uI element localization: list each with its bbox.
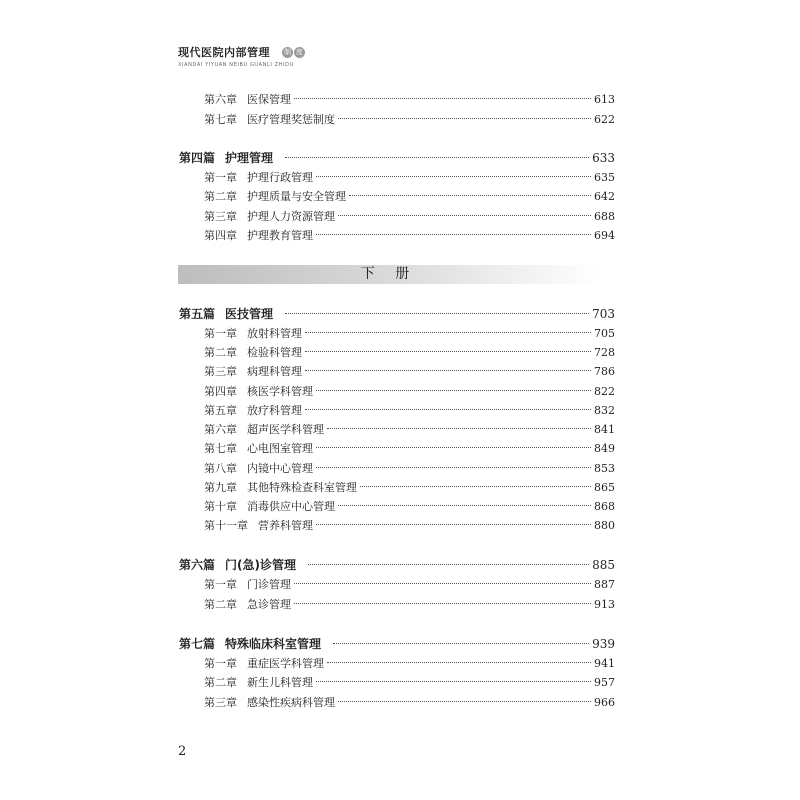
page-ref: 853	[594, 462, 615, 475]
dot-leader	[338, 505, 591, 506]
part-number: 第七篇	[179, 637, 216, 651]
part-title: 护理管理	[225, 151, 274, 165]
volume-banner	[178, 265, 600, 284]
page-ref: 880	[594, 519, 615, 532]
dot-leader	[316, 176, 591, 177]
chapter-title: 感染性疾病科管理	[247, 696, 335, 709]
page-ref: 849	[594, 442, 615, 455]
chapter-title: 消毒供应中心管理	[247, 500, 335, 513]
part-number: 第四篇	[179, 151, 216, 165]
running-header	[178, 44, 303, 68]
part-number: 第六篇	[179, 558, 216, 572]
chapter-number: 第四章	[204, 229, 237, 242]
toc-chapter-entry[interactable]	[204, 460, 615, 478]
page-ref: 865	[594, 481, 615, 494]
page-ref: 841	[594, 423, 615, 436]
chapter-title: 放疗科管理	[247, 404, 302, 417]
page-ref: 887	[594, 578, 615, 591]
page-ref: 688	[594, 210, 615, 223]
chapter-number: 第一章	[204, 327, 237, 340]
chapter-title: 急诊管理	[247, 598, 291, 611]
dot-leader	[338, 118, 591, 119]
page-ref: 635	[594, 171, 615, 184]
toc-chapter-entry[interactable]	[204, 188, 615, 206]
toc-chapter-entry[interactable]	[204, 479, 615, 497]
logo-char: 度	[296, 48, 303, 56]
chapter-number: 第二章	[204, 676, 237, 689]
chapter-title: 检验科管理	[247, 346, 302, 359]
dot-leader	[349, 195, 591, 196]
chapter-number: 第十一章	[204, 519, 248, 532]
toc-part-entry[interactable]	[179, 556, 615, 574]
dot-leader	[316, 390, 591, 391]
chapter-title: 重症医学科管理	[247, 657, 324, 670]
toc-chapter-entry[interactable]	[204, 421, 615, 439]
dot-leader	[338, 215, 591, 216]
page-ref: 957	[594, 676, 615, 689]
dot-leader	[316, 234, 591, 235]
chapter-number: 第二章	[204, 190, 237, 203]
chapter-title: 护理教育管理	[247, 229, 313, 242]
toc-chapter-entry[interactable]	[204, 383, 615, 401]
dot-leader	[316, 467, 591, 468]
part-title: 门(急)诊管理	[225, 558, 296, 572]
toc-chapter-entry[interactable]	[204, 227, 615, 245]
page-ref: 941	[594, 657, 615, 670]
page-ref: 822	[594, 385, 615, 398]
chapter-title: 超声医学科管理	[247, 423, 324, 436]
page-ref: 728	[594, 346, 615, 359]
toc-chapter-entry[interactable]	[204, 440, 615, 458]
toc-chapter-entry[interactable]	[204, 596, 615, 614]
chapter-title: 放射科管理	[247, 327, 302, 340]
logo-char: 制	[284, 48, 291, 56]
chapter-number: 第七章	[204, 442, 237, 455]
dot-leader	[305, 409, 591, 410]
chapter-title: 核医学科管理	[247, 385, 313, 398]
toc-chapter-entry[interactable]	[204, 498, 615, 516]
toc-chapter-entry[interactable]	[204, 208, 615, 226]
page-ref: 703	[592, 307, 615, 321]
dot-leader	[285, 313, 589, 314]
chapter-title: 其他特殊检查科室管理	[247, 481, 357, 494]
dot-leader	[294, 603, 591, 604]
chapter-number: 第九章	[204, 481, 237, 494]
chapter-number: 第三章	[204, 210, 237, 223]
chapter-title: 医疗管理奖惩制度	[247, 113, 335, 126]
chapter-number: 第三章	[204, 365, 237, 378]
chapter-number: 第三章	[204, 696, 237, 709]
chapter-title: 护理行政管理	[247, 171, 313, 184]
page-ref: 705	[594, 327, 615, 340]
chapter-number: 第二章	[204, 346, 237, 359]
chapter-title: 新生儿科管理	[247, 676, 313, 689]
dot-leader	[360, 486, 591, 487]
toc-chapter-entry[interactable]	[204, 363, 615, 381]
page-ref: 622	[594, 113, 615, 126]
chapter-title: 门诊管理	[247, 578, 291, 591]
toc-part-entry[interactable]	[179, 305, 615, 323]
page-ref: 913	[594, 598, 615, 611]
dot-leader	[327, 428, 591, 429]
toc-chapter-entry[interactable]	[204, 325, 615, 343]
dot-leader	[327, 662, 591, 663]
page-ref: 939	[592, 637, 615, 651]
chapter-number: 第四章	[204, 385, 237, 398]
page-ref: 868	[594, 500, 615, 513]
chapter-title: 医保管理	[247, 93, 291, 106]
page-ref: 885	[592, 558, 615, 572]
dot-leader	[316, 447, 591, 448]
toc-part-entry[interactable]	[179, 149, 615, 167]
toc-chapter-entry[interactable]	[204, 517, 615, 535]
chapter-number: 第六章	[204, 423, 237, 436]
dot-leader	[308, 564, 589, 565]
chapter-title: 护理人力资源管理	[247, 210, 335, 223]
part-number: 第五篇	[179, 307, 216, 321]
page-ref: 966	[594, 696, 615, 709]
toc-chapter-entry[interactable]	[204, 576, 615, 594]
chapter-number: 第十章	[204, 500, 237, 513]
page-ref: 633	[592, 151, 615, 165]
page-ref: 642	[594, 190, 615, 203]
book-subtitle: XIANDAI YIYUAN NEIBU GUANLI ZHIDU	[178, 62, 294, 68]
chapter-number: 第五章	[204, 404, 237, 417]
part-title: 医技管理	[225, 307, 274, 321]
chapter-title: 营养科管理	[258, 519, 313, 532]
page-number: 2	[178, 744, 187, 759]
chapter-number: 第六章	[204, 93, 237, 106]
page-ref: 786	[594, 365, 615, 378]
chapter-number: 第一章	[204, 657, 237, 670]
toc-chapter-entry[interactable]	[204, 111, 615, 129]
dot-leader	[316, 524, 591, 525]
page-ref: 613	[594, 93, 615, 106]
series-logo	[282, 47, 305, 58]
chapter-title: 护理质量与安全管理	[247, 190, 346, 203]
chapter-number: 第七章	[204, 113, 237, 126]
chapter-number: 第二章	[204, 598, 237, 611]
chapter-number: 第一章	[204, 578, 237, 591]
dot-leader	[338, 701, 591, 702]
toc-chapter-entry[interactable]	[204, 655, 615, 673]
dot-leader	[294, 98, 591, 99]
page-ref: 832	[594, 404, 615, 417]
dot-leader	[305, 332, 591, 333]
dot-leader	[305, 351, 591, 352]
page-ref: 694	[594, 229, 615, 242]
toc-chapter-entry[interactable]	[204, 402, 615, 420]
dot-leader	[305, 370, 591, 371]
part-title: 特殊临床科室管理	[225, 637, 322, 651]
volume-title: 下 册	[360, 266, 418, 282]
toc-part-entry[interactable]	[179, 635, 615, 653]
dot-leader	[285, 157, 589, 158]
chapter-title: 病理科管理	[247, 365, 302, 378]
book-title: 现代医院内部管理	[178, 46, 270, 59]
toc-chapter-entry[interactable]	[204, 91, 615, 109]
toc-chapter-entry[interactable]	[204, 694, 615, 712]
dot-leader	[316, 681, 591, 682]
chapter-number: 第一章	[204, 171, 237, 184]
chapter-title: 内镜中心管理	[247, 462, 313, 475]
dot-leader	[294, 583, 591, 584]
toc-chapter-entry[interactable]	[204, 344, 615, 362]
toc-chapter-entry[interactable]	[204, 674, 615, 692]
dot-leader	[333, 643, 589, 644]
chapter-number: 第八章	[204, 462, 237, 475]
toc-chapter-entry[interactable]	[204, 169, 615, 187]
chapter-title: 心电图室管理	[247, 442, 313, 455]
